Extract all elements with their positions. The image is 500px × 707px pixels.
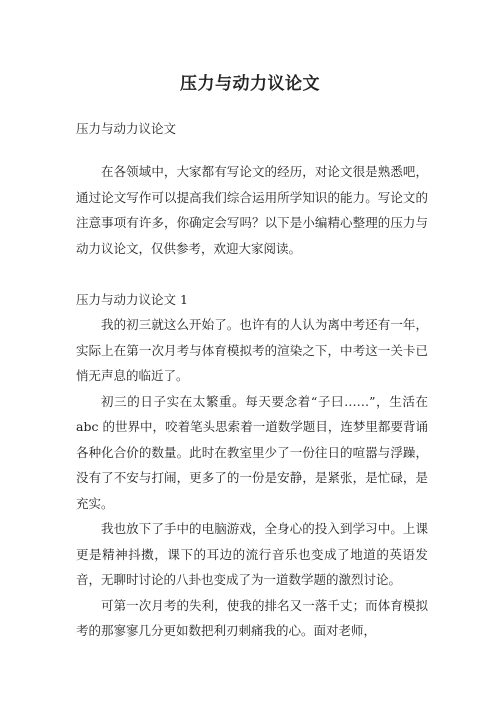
body-paragraph: 我也放下了手中的电脑游戏，全身心的投入到学习中。上课更是精神抖擞，课下的耳边的流行音乐也变成了地道的英语发音，无聊时讨论的八卦也变成了为一道数学题的激烈讨论。 <box>76 521 428 587</box>
section-heading: 压力与动力议论文 1 <box>76 291 188 307</box>
document-subtitle: 压力与动力议论文 <box>76 121 177 136</box>
intro-paragraph: 在各领域中，大家都有写论文的经历，对论文很是熟悉吧，通过论文写作可以提高我们综合运用所学知识的能力。写论文的注意事项有许多，你确定会写吗？以下是小编精心整理的压力与动力议论文，仅供参考，欢迎大家阅读。 <box>76 164 428 256</box>
body-paragraph: 初三的日子实在太繁重。每天要念着“子曰……”，生活在 abc 的世界中，咬着笔头思索着一道数学题目，连梦里都要背诵各种化合价的数量。此时在教室里少了一份往日的喧嚣与浮躁，没有了不安与打闹，更多了的一份是安静，是紧张，是忙碌，是充实。 <box>76 393 428 511</box>
document-title: 压力与动力议论文 <box>180 74 320 95</box>
document-body <box>76 159 428 644</box>
body-paragraph: 我的初三就这么开始了。也许有的人认为离中考还有一年，实际上在第一次月考与体育模拟考的渲染之下，中考这一关卡已悄无声息的临近了。 <box>76 317 428 383</box>
body-paragraph: 可第一次月考的失利，使我的排名又一落千丈；而体育模拟考的那寥寥几分更如数把利刃刺痛我的心。面对老师， <box>76 597 428 638</box>
